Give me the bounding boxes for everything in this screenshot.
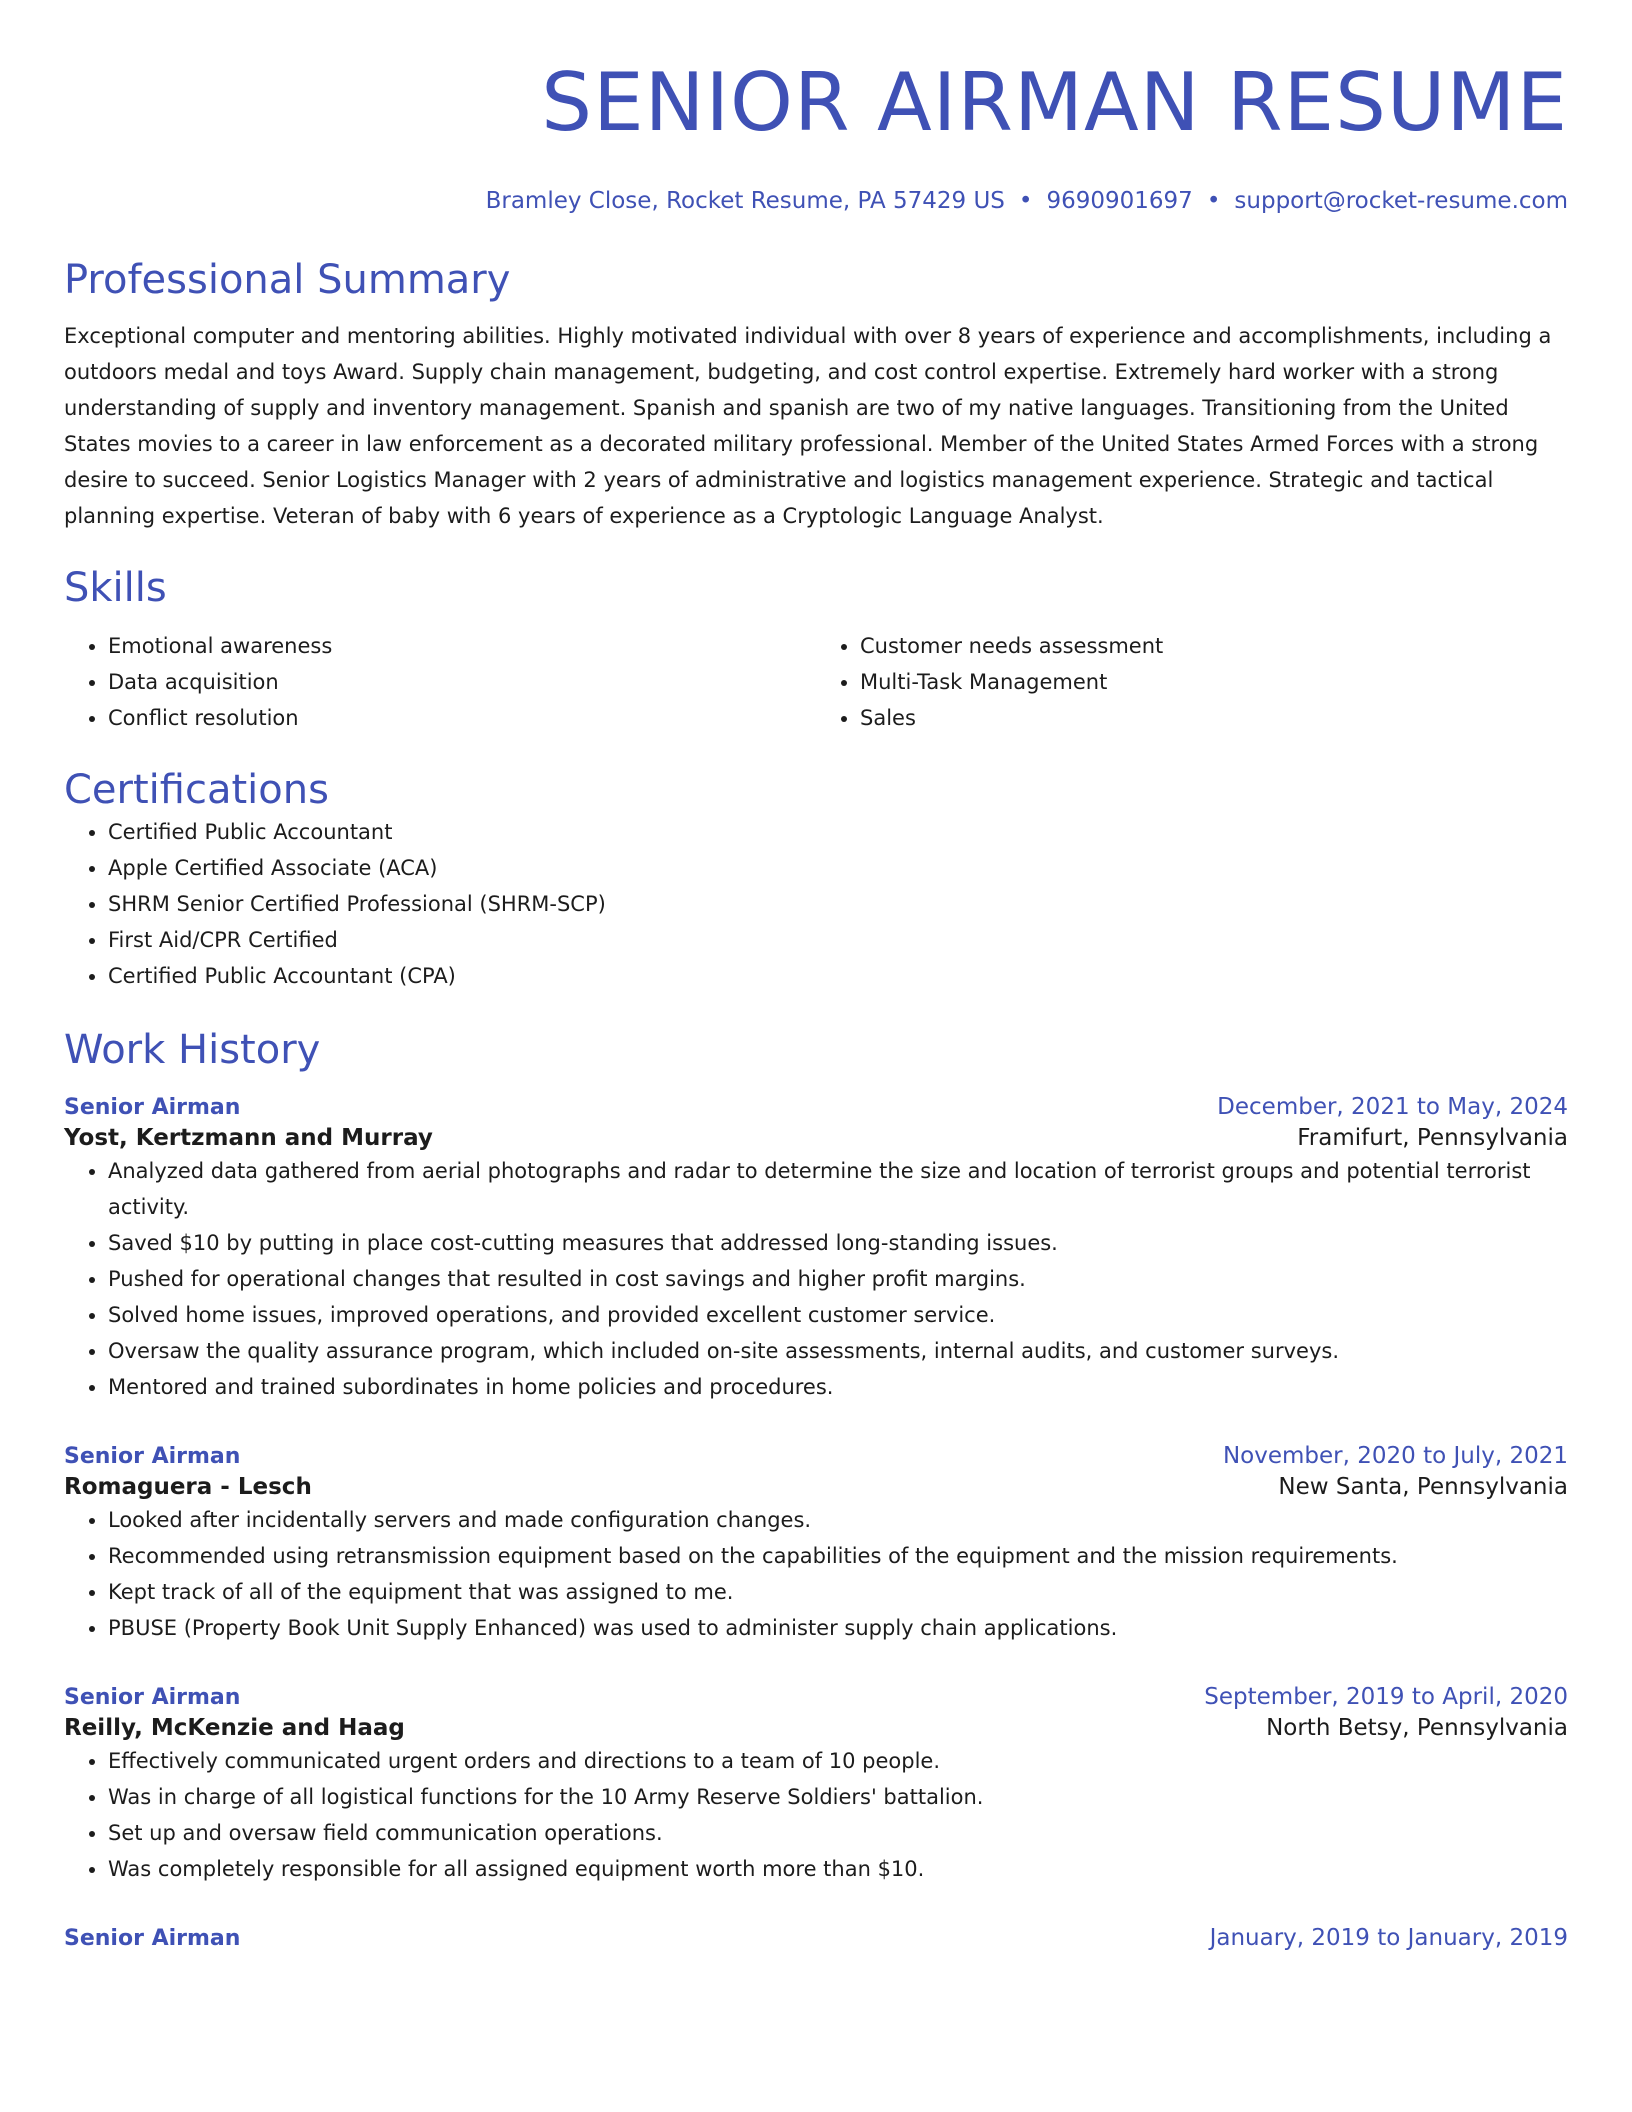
- summary-heading: Professional Summary: [64, 257, 511, 303]
- job-dates: November, 2020 to July, 2021: [1222, 1443, 1568, 1469]
- skills-grid: [64, 628, 1568, 736]
- skill-item: • Customer needs assessment: [860, 628, 1568, 664]
- job-header-row: [64, 1923, 1568, 1954]
- certification-item: • First Aid/CPR Certified: [108, 922, 1568, 958]
- contact-separator: •: [1206, 188, 1221, 214]
- job-company-row: [64, 1713, 1568, 1743]
- job-bullet: • Solved home issues, improved operations, and provided excellent customer service.: [108, 1297, 1568, 1333]
- job-bullet: • Set up and oversaw field communication operations.: [108, 1815, 1568, 1851]
- certification-item: • Apple Certified Associate (ACA): [108, 850, 1568, 886]
- job-bullet: • Was in charge of all logistical functions for the 10 Army Reserve Soldiers' battalion.: [108, 1779, 1568, 1815]
- job-role: Senior Airman: [64, 1095, 241, 1120]
- job-entry: [64, 1923, 1568, 1954]
- job-location: North Betsy, Pennsylvania: [1266, 1715, 1568, 1741]
- certifications-list: [64, 814, 1568, 994]
- job-location: New Santa, Pennsylvania: [1278, 1474, 1568, 1500]
- job-company: Reilly, McKenzie and Haag: [64, 1715, 405, 1741]
- job-role: Senior Airman: [64, 1685, 241, 1710]
- skill-item: • Sales: [860, 700, 1568, 736]
- skills-list-left: [64, 628, 816, 736]
- job-entry: [64, 1682, 1568, 1887]
- job-bullet: • Oversaw the quality assurance program, which included on-site assessments, internal audits, and customer surveys.: [108, 1333, 1568, 1369]
- job-company-row: [64, 1123, 1568, 1153]
- contact-line: [64, 186, 1568, 216]
- skill-item: • Multi-Task Management: [860, 664, 1568, 700]
- job-dates: December, 2021 to May, 2024: [1217, 1094, 1568, 1120]
- job-header-row: [64, 1441, 1568, 1472]
- job-header-row: [64, 1682, 1568, 1713]
- skill-item: • Data acquisition: [108, 664, 816, 700]
- job-header-row: [64, 1092, 1568, 1123]
- contact-separator: •: [1018, 188, 1033, 214]
- job-bullet: • PBUSE (Property Book Unit Supply Enhanced) was used to administer supply chain applications.: [108, 1610, 1568, 1646]
- job-bullet-list: [64, 1153, 1568, 1405]
- job-role: Senior Airman: [64, 1444, 241, 1469]
- job-company: Yost, Kertzmann and Murray: [64, 1125, 433, 1151]
- certification-item: • SHRM Senior Certified Professional (SHRM-SCP): [108, 886, 1568, 922]
- contact-phone: 9690901697: [1046, 188, 1193, 214]
- job-dates: January, 2019 to January, 2019: [1209, 1925, 1568, 1951]
- certification-item: • Certified Public Accountant (CPA): [108, 958, 1568, 994]
- job-bullet: • Was completely responsible for all assigned equipment worth more than $10.: [108, 1851, 1568, 1887]
- job-bullet-list: [64, 1743, 1568, 1887]
- skill-item: • Emotional awareness: [108, 628, 816, 664]
- certification-item: • Certified Public Accountant: [108, 814, 1568, 850]
- summary-text: Exceptional computer and mentoring abilities. Highly motivated individual with over 8 years of experience and accomplishments, including a outdoors medal and toys Award. Supply chain management, budgeting, and cost control expertise. Extremely hard worker with a strong understanding of supply and inventory management. Spanish and spanish are two of my native languages. Transitioning from the United States movies to a career in law enforcement as a decorated military professional. Member of the United States Armed Forces with a strong desire to succeed. Senior Logistics Manager with 2 years of administrative and logistics management experience. Strategic and tactical planning expertise. Veteran of baby with 6 years of experience as a Cryptologic Language Analyst.: [64, 324, 1552, 528]
- job-location: Framifurt, Pennsylvania: [1297, 1125, 1568, 1151]
- skills-heading: Skills: [64, 565, 167, 611]
- job-bullet: • Pushed for operational changes that resulted in cost savings and higher profit margins.: [108, 1261, 1568, 1297]
- job-entry: [64, 1092, 1568, 1405]
- contact-email: support@rocket-resume.com: [1234, 188, 1568, 214]
- job-role: Senior Airman: [64, 1926, 241, 1951]
- resume-title: SENIOR AIRMAN RESUME: [541, 56, 1568, 149]
- job-dates: September, 2019 to April, 2020: [1204, 1684, 1568, 1710]
- contact-address: Bramley Close, Rocket Resume, PA 57429 US: [485, 188, 1005, 214]
- job-bullet: • Recommended using retransmission equipment based on the capabilities of the equipment and the mission requirements.: [108, 1538, 1568, 1574]
- job-bullet: • Analyzed data gathered from aerial photographs and radar to determine the size and location of terrorist groups and potential terrorist activity.: [108, 1153, 1568, 1225]
- certifications-heading: Certifications: [64, 767, 329, 813]
- skills-list-right: [816, 628, 1568, 736]
- job-company: Romaguera - Lesch: [64, 1474, 312, 1500]
- job-bullet: • Effectively communicated urgent orders and directions to a team of 10 people.: [108, 1743, 1568, 1779]
- job-entry: [64, 1441, 1568, 1646]
- skill-item: • Conflict resolution: [108, 700, 816, 736]
- job-bullet-list: [64, 1502, 1568, 1646]
- job-company-row: [64, 1472, 1568, 1502]
- job-bullet: • Saved $10 by putting in place cost-cutting measures that addressed long-standing issues.: [108, 1225, 1568, 1261]
- job-bullet: • Looked after incidentally servers and made configuration changes.: [108, 1502, 1568, 1538]
- job-bullet: • Mentored and trained subordinates in home policies and procedures.: [108, 1369, 1568, 1405]
- work-history-heading: Work History: [64, 1027, 321, 1073]
- job-bullet: • Kept track of all of the equipment that was assigned to me.: [108, 1574, 1568, 1610]
- resume-page: [64, 0, 1568, 1954]
